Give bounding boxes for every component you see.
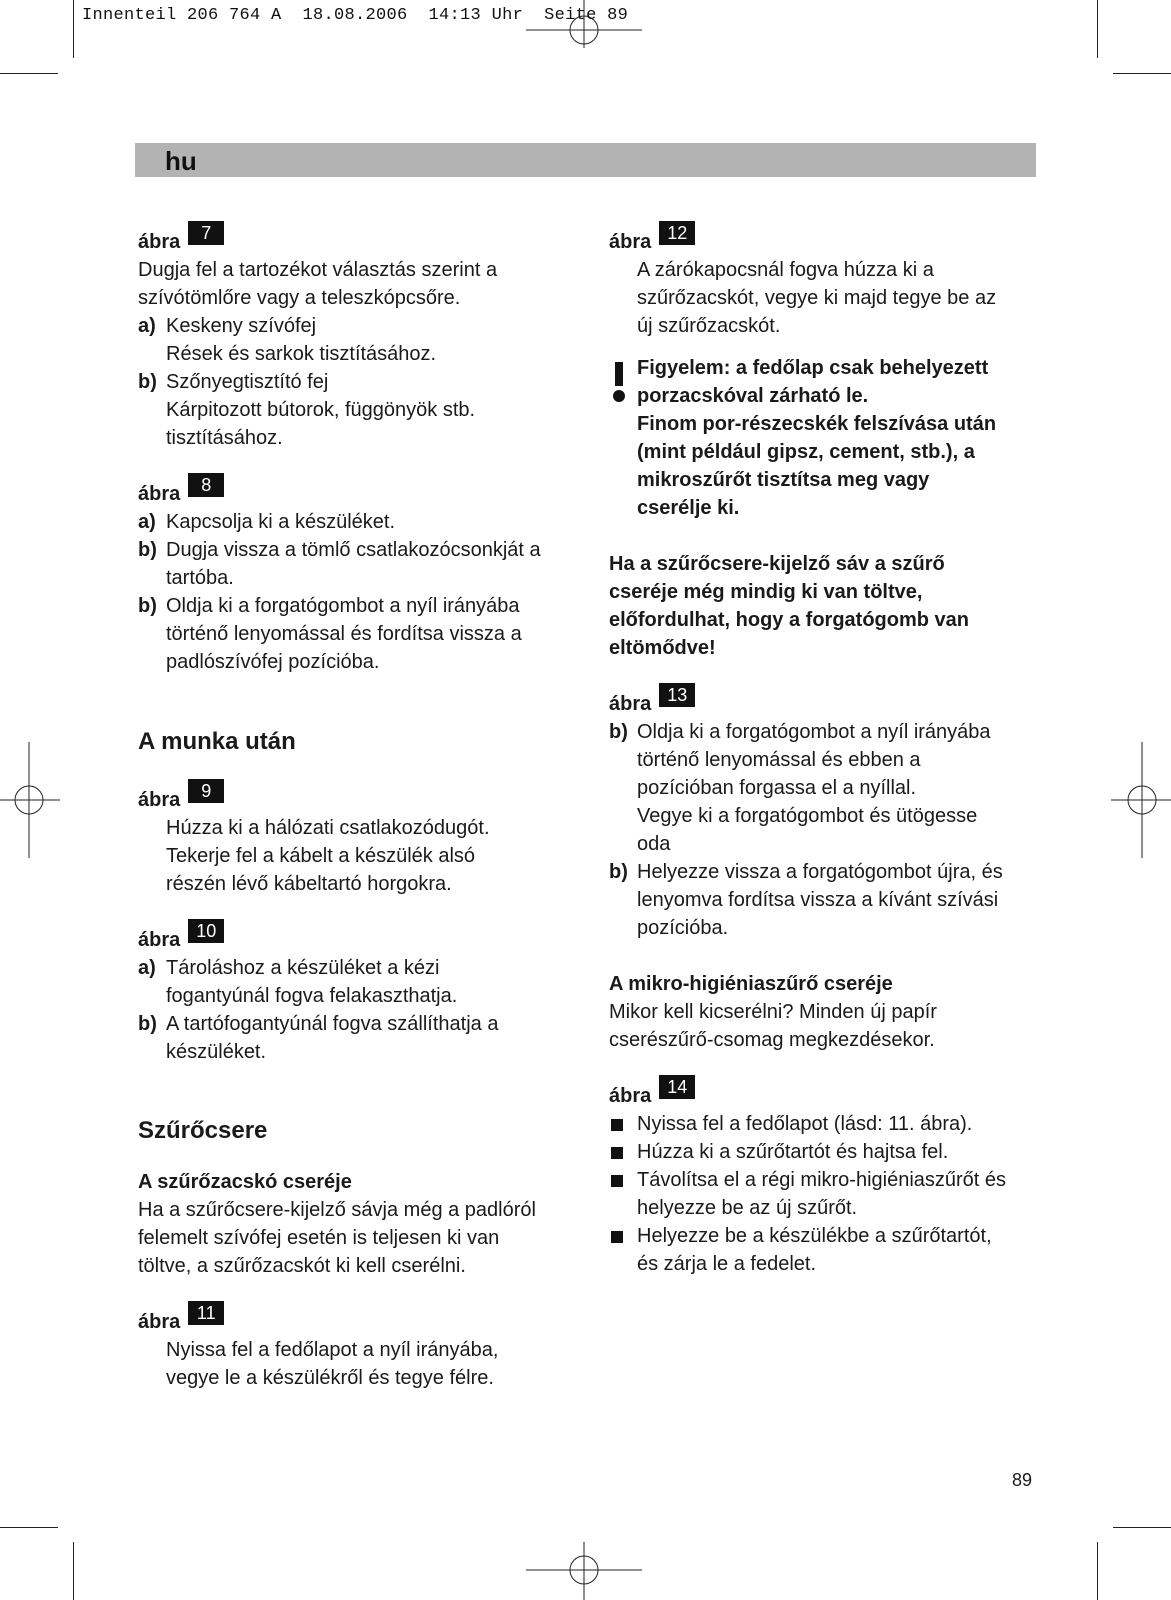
note-line: Ha a szűrőcsere-kijelző sáv a szűrő — [609, 553, 945, 575]
text-line: Nyissa fel a fedőlapot (lásd: 11. ábra). — [637, 1113, 973, 1135]
figure-reference-8 — [138, 472, 578, 505]
crop-mark — [1113, 1527, 1171, 1528]
text-line: padlószívófej pozícióba. — [166, 651, 380, 673]
text-line: Tároláshoz a készüléket a kézi — [166, 957, 440, 979]
text-line: készüléket. — [166, 1041, 267, 1063]
figure-word: ábra — [138, 483, 181, 505]
list-item — [138, 954, 578, 1010]
list-item — [138, 508, 578, 536]
language-code: hu — [165, 146, 197, 176]
text-line: tartóba. — [166, 567, 234, 589]
text-line: Húzza ki a szűrőtartót és hajtsa fel. — [637, 1141, 949, 1163]
figure-number: 7 — [188, 221, 224, 245]
figure-reference-7 — [138, 220, 578, 253]
left-column — [138, 220, 578, 1392]
text-line: Húzza ki a hálózati csatlakozódugót. — [166, 817, 490, 839]
bullet-item — [609, 1110, 1039, 1138]
figure-word: ábra — [138, 231, 181, 253]
figure-number: 12 — [659, 221, 695, 245]
section-heading-filter: Szűrőcsere — [138, 1117, 268, 1144]
print-header: Innenteil 206 764 A 18.08.2006 14:13 Uhr Seite 89 — [82, 6, 629, 25]
text-line: Keskeny szívófej — [166, 315, 317, 337]
figure-word: ábra — [609, 693, 652, 715]
list-item — [138, 1010, 578, 1066]
page-number: 89 — [1012, 1470, 1033, 1490]
text-line: Tekerje fel a kábelt a készülék alsó — [166, 845, 476, 867]
warning-line: mikroszűrőt tisztítsa meg vagy — [637, 469, 930, 491]
figure-reference-10 — [138, 918, 578, 951]
text-line: Szőnyegtisztító fej — [166, 371, 329, 393]
item-label: b) — [138, 595, 157, 617]
note-line: eltömődve! — [609, 637, 716, 659]
registration-mark-bottom — [526, 1542, 646, 1600]
text-line: történő lenyomással és fordítsa vissza a — [166, 623, 522, 645]
subsection-heading-micro-filter: A mikro-higiéniaszűrő cseréje — [609, 973, 893, 995]
item-label: b) — [138, 1013, 157, 1035]
text-line: Helyezze be a készülékbe a szűrőtartót, — [637, 1225, 992, 1247]
warning-line: Figyelem: a fedőlap csak behelyezett — [637, 357, 989, 379]
registration-mark-left — [0, 742, 60, 858]
warning-line: (mint például gipsz, cement, stb.), a — [637, 441, 975, 463]
crop-mark — [73, 1542, 74, 1600]
note-line: előfordulhat, hogy a forgatógomb van — [609, 609, 969, 631]
list-item — [138, 536, 578, 592]
figure-number: 11 — [188, 1301, 224, 1325]
item-label: a) — [138, 315, 156, 337]
bullet-square-icon — [611, 1175, 623, 1187]
text-line: pozícióban forgassa el a nyíllal. — [637, 777, 917, 799]
text-line: Dugja fel a tartozékot választás szerint a — [138, 259, 498, 281]
item-label: a) — [138, 957, 156, 979]
text-line: Oldja ki a forgatógombot a nyíl irányába — [166, 595, 520, 617]
text-line: Dugja vissza a tömlő csatlakozócsonkját a — [166, 539, 541, 561]
item-label: b) — [609, 861, 628, 883]
text-line: részén lévő kábeltartó horgokra. — [166, 873, 452, 895]
list-item — [138, 368, 578, 452]
figure-reference-12 — [609, 220, 1039, 253]
crop-mark — [1097, 0, 1098, 58]
text-line: töltve, a szűrőzacskót ki kell cserélni. — [138, 1255, 466, 1277]
figure-number: 8 — [188, 473, 224, 497]
crop-mark — [73, 0, 74, 58]
text-line: szívótömlőre vagy a teleszkópcsőre. — [138, 287, 461, 309]
text-line: vegye le a készülékről és tegye félre. — [166, 1367, 494, 1389]
figure-word: ábra — [138, 929, 181, 951]
text-line: lenyomva fordítsa vissza a kívánt szívási — [637, 889, 999, 911]
warning-line: porzacskóval zárható le. — [637, 385, 869, 407]
text-line: tisztításához. — [166, 427, 283, 449]
warning-line: cserélje ki. — [637, 497, 740, 519]
text-line: A tartófogantyúnál fogva szállíthatja a — [166, 1013, 499, 1035]
list-item — [609, 718, 1039, 858]
text-line: oda — [637, 833, 671, 855]
item-label: b) — [138, 371, 157, 393]
figure-number: 13 — [659, 683, 695, 707]
figure-reference-13 — [609, 682, 1039, 715]
crop-mark — [0, 1527, 58, 1528]
text-line: Nyissa fel a fedőlapot a nyíl irányába, — [166, 1339, 499, 1361]
figure-number: 9 — [188, 779, 224, 803]
crop-mark — [1113, 73, 1171, 74]
bullet-square-icon — [611, 1231, 623, 1243]
text-line: pozícióba. — [637, 917, 729, 939]
figure-reference-14 — [609, 1074, 1039, 1107]
figure-reference-11 — [138, 1300, 578, 1333]
bullet-square-icon — [611, 1119, 623, 1131]
bullet-square-icon — [611, 1147, 623, 1159]
text-line: szűrőzacskót, vegye ki majd tegye be az — [637, 287, 997, 309]
figure-number: 10 — [188, 919, 224, 943]
bullet-item — [609, 1222, 1039, 1278]
registration-mark-top — [526, 0, 646, 48]
list-item — [138, 592, 578, 676]
text-line: Kapcsolja ki a készüléket. — [166, 511, 396, 533]
figure-reference-9 — [138, 778, 578, 811]
crop-mark — [1097, 1542, 1098, 1600]
language-bar — [135, 143, 1036, 177]
figure-number: 14 — [659, 1075, 695, 1099]
right-column — [609, 220, 1039, 1278]
text-line: új szűrőzacskót. — [637, 315, 781, 337]
crop-mark — [0, 73, 58, 74]
figure-word: ábra — [609, 1085, 652, 1107]
list-item — [138, 312, 578, 368]
text-line: Mikor kell kicserélni? Minden új papír — [609, 1001, 937, 1023]
bullet-item — [609, 1166, 1039, 1222]
subsection-heading-bag: A szűrőzacskó cseréje — [138, 1171, 352, 1193]
note-block — [609, 550, 1039, 662]
text-line: fogantyúnál fogva felakaszthatja. — [166, 985, 458, 1007]
text-line: Oldja ki a forgatógombot a nyíl irányába — [637, 721, 991, 743]
text-line: és zárja le a fedelet. — [637, 1253, 816, 1275]
bullet-item — [609, 1138, 1039, 1166]
text-line: Vegye ki a forgatógombot és ütögesse — [637, 805, 978, 827]
note-line: cseréje még mindig ki van töltve, — [609, 581, 923, 603]
text-line: Ha a szűrőcsere-kijelző sávja még a padlóról — [138, 1199, 536, 1221]
text-line: Távolítsa el a régi mikro-higiéniaszűrőt és — [637, 1169, 1007, 1191]
item-label: a) — [138, 511, 156, 533]
list-item — [609, 858, 1039, 942]
text-line: történő lenyomással és ebben a — [637, 749, 921, 771]
figure-word: ábra — [138, 1311, 181, 1333]
warning-line: Finom por-részecskék felszívása után — [637, 413, 997, 435]
text-line: A zárókapocsnál fogva húzza ki a — [637, 259, 934, 281]
registration-mark-right — [1111, 742, 1171, 858]
item-label: b) — [138, 539, 157, 561]
text-line: helyezze be az új szűrőt. — [637, 1197, 858, 1219]
figure-word: ábra — [609, 231, 652, 253]
section-heading-after-work: A munka után — [138, 728, 296, 755]
figure-word: ábra — [138, 789, 181, 811]
text-line: Rések és sarkok tisztításához. — [166, 343, 437, 365]
text-line: cserészűrő-csomag megkezdésekor. — [609, 1029, 935, 1051]
text-line: Helyezze vissza a forgatógombot újra, és — [637, 861, 1003, 883]
warning-block — [609, 354, 1039, 522]
text-line: Kárpitozott bútorok, függönyök stb. — [166, 399, 476, 421]
warning-exclamation-icon — [611, 360, 627, 404]
text-line: felemelt szívófej esetén is teljesen ki van — [138, 1227, 500, 1249]
item-label: b) — [609, 721, 628, 743]
